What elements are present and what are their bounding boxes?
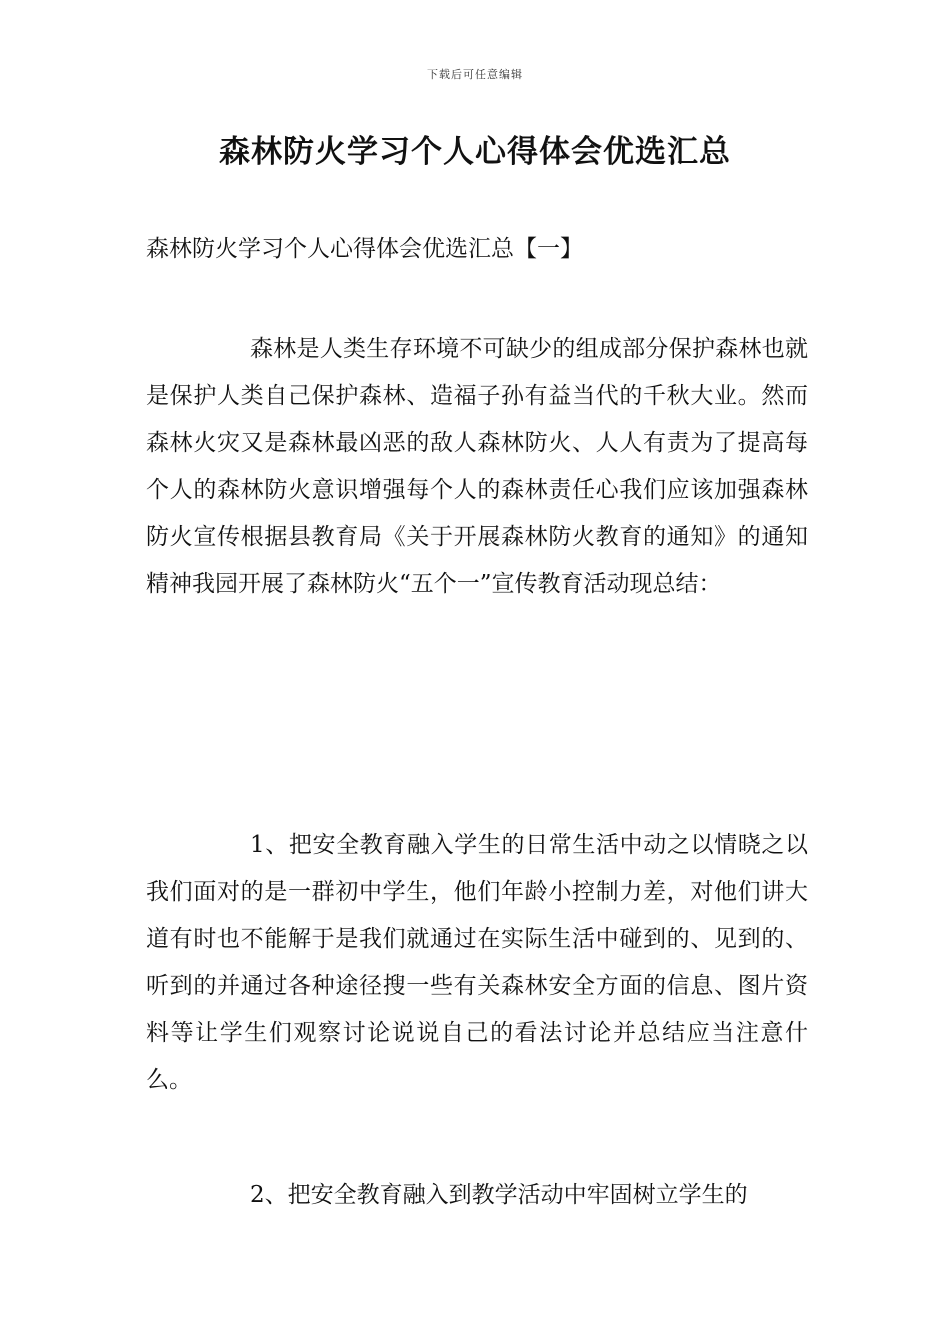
document-title: 森林防火学习个人心得体会优选汇总 — [219, 134, 731, 170]
section-heading: 森林防火学习个人心得体会优选汇总【一】 — [146, 236, 583, 262]
header-note: 下载后可任意编辑 — [427, 68, 523, 81]
body-paragraph: 森林是人类生存环境不可缺少的组成部分保护森林也就是保护人类自己保护森林、造福子孙有益当代的千秋大业。然而森林火灾又是森林最凶恶的敌人森林防火、人人有责为了提高每个人的森林防火意识增强每个人的森林责任心我们应该加强森林防火宣传根据县教育局《关于开展森林防火教育的通知》的通知精神我园开展了森林防火“五个一”宣传教育活动现总结： — [146, 336, 808, 597]
body-paragraph: 2、把安全教育融入到教学活动中牢固树立学生的 — [250, 1182, 748, 1208]
body-paragraph: 1、把安全教育融入学生的日常生活中动之以情晓之以我们面对的是一群初中学生，他们年龄小控制力差，对他们讲大道有时也不能解于是我们就通过在实际生活中碰到的、见到的、听到的并通过各种途径搜一些有关森林安全方面的信息、图片资料等让学生们观察讨论说说自己的看法讨论并总结应当注意什么。 — [146, 832, 808, 1093]
